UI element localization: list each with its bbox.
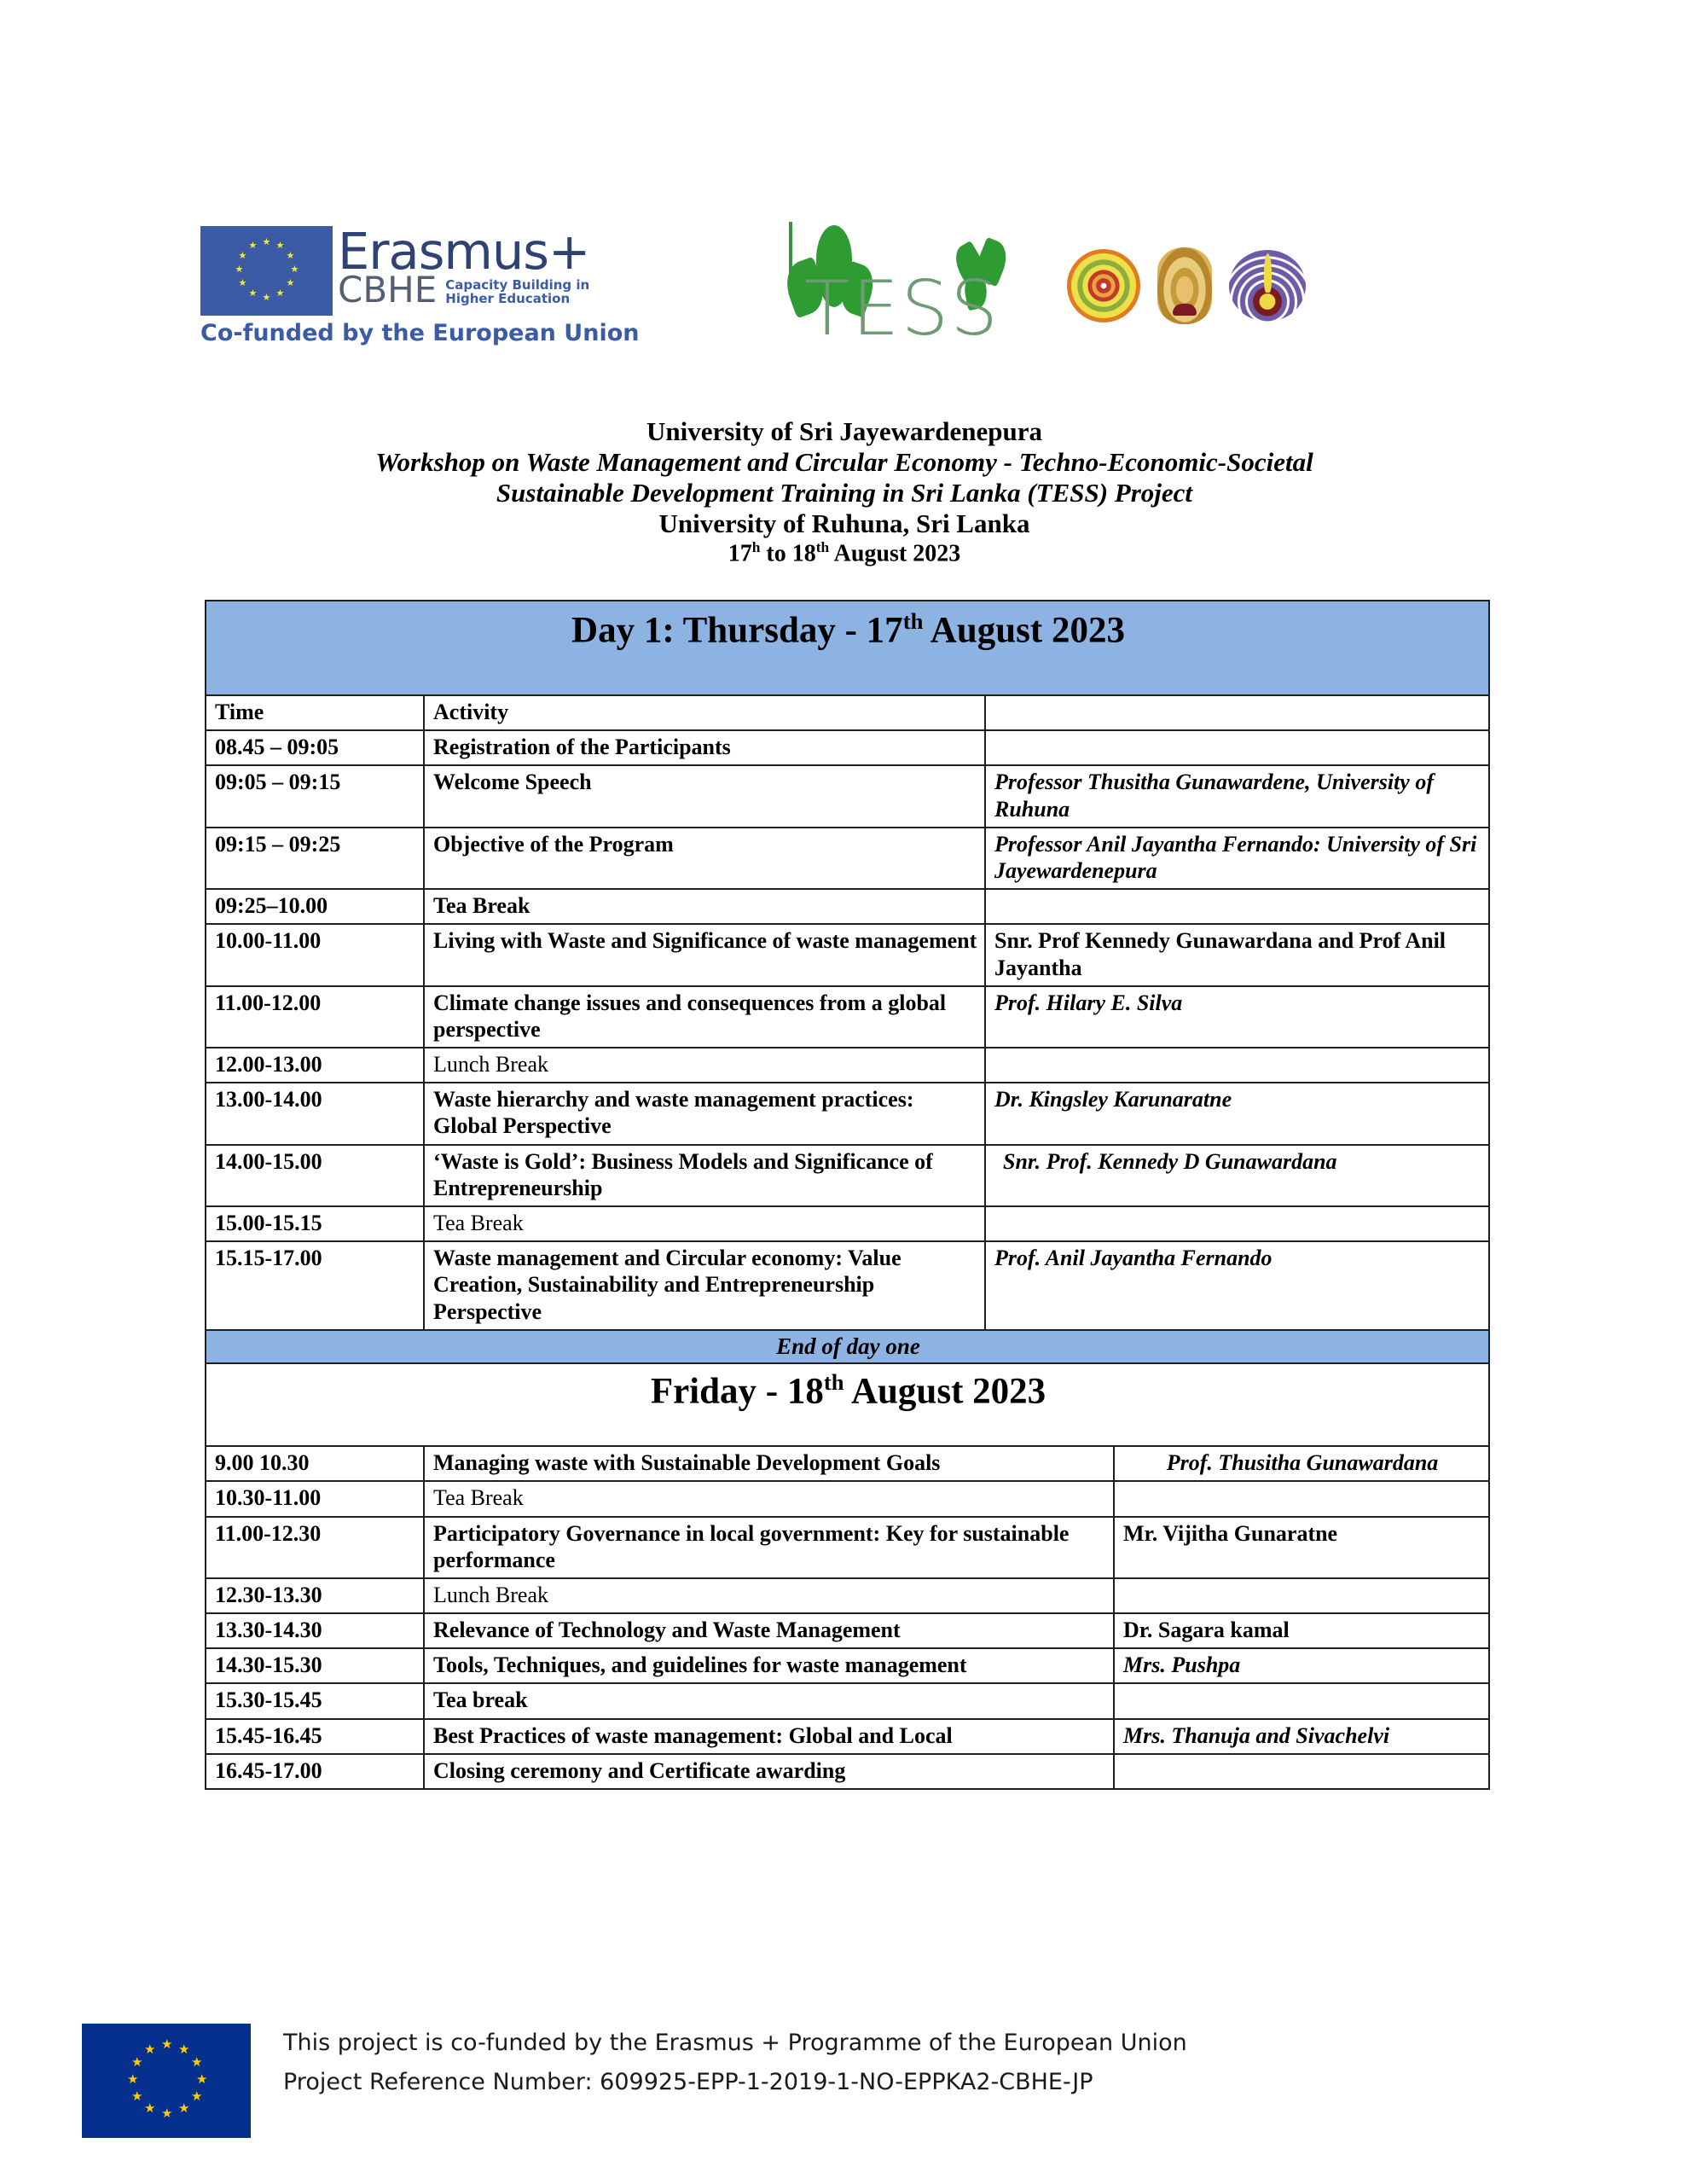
table-row (206, 1719, 1489, 1754)
erasmus-wordmark: Erasmus+ (338, 221, 590, 281)
cell-time: 08.45 – 09:05 (206, 730, 424, 765)
date-sup-1: h (751, 538, 761, 555)
cell-activity: Lunch Break (424, 1048, 985, 1083)
cell-activity: Participatory Governance in local government: Key for sustainable performance (424, 1517, 1114, 1578)
table-row (206, 1578, 1489, 1613)
table-row (206, 828, 1489, 889)
cell-activity: Tea break (424, 1683, 1114, 1718)
cell-activity: Managing waste with Sustainable Development Goals (424, 1446, 1114, 1481)
cell-time: 09:15 – 09:25 (206, 828, 424, 889)
cell-presenter: Prof. Thusitha Gunawardana (1114, 1446, 1489, 1481)
tess-project-logo (789, 222, 1045, 350)
table-row (206, 1754, 1489, 1789)
university-emblem-3 (1229, 250, 1306, 322)
cell-presenter: Dr. Kingsley Karunaratne (985, 1083, 1489, 1144)
cell-presenter: Mr. Vijitha Gunaratne (1114, 1517, 1489, 1578)
eu-flag-icon (82, 2024, 251, 2138)
day2-title-pre: Friday - 18 (650, 1371, 824, 1412)
table-row (206, 1446, 1489, 1481)
table-row (206, 889, 1489, 924)
table-row (206, 730, 1489, 765)
table-row (206, 1083, 1489, 1144)
co-funded-text: Co-funded by the European Union (200, 319, 640, 346)
cell-activity: Living with Waste and Significance of waste management (424, 924, 985, 985)
day1-title-pre: Day 1: Thursday - 17 (571, 610, 903, 651)
table-row (206, 1048, 1489, 1083)
page-title (200, 416, 1488, 568)
cell-presenter (1114, 1754, 1489, 1789)
cell-activity: Registration of the Participants (424, 730, 985, 765)
cbhe-subtitle-line1: Capacity Building in (445, 276, 590, 293)
column-header-activity: Activity (424, 695, 985, 730)
day1-title-post: August 2023 (923, 610, 1125, 651)
cell-activity: Best Practices of waste management: Global and Local (424, 1719, 1114, 1754)
cell-presenter: Mrs. Thanuja and Sivachelvi (1114, 1719, 1489, 1754)
eu-stars-circle: ★ ★ ★ ★ ★ ★ ★ ★ ★ ★ ★ ★ (235, 237, 299, 303)
cell-presenter: Mrs. Pushpa (1114, 1648, 1489, 1683)
cell-presenter: Snr. Prof Kennedy Gunawardana and Prof Anil Jayantha (985, 924, 1489, 985)
date-range-pre: 17 (728, 540, 752, 567)
cell-time: 11.00-12.00 (206, 986, 424, 1048)
footer-reference-line: Project Reference Number: 609925-EPP-1-2019-1-NO-EPPKA2-CBHE-JP (283, 2069, 1093, 2095)
table-row (206, 1145, 1489, 1206)
cell-time: 09:25–10.00 (206, 889, 424, 924)
cell-time: 12.00-13.00 (206, 1048, 424, 1083)
cell-activity: Relevance of Technology and Waste Management (424, 1613, 1114, 1648)
cell-time: 10.00-11.00 (206, 924, 424, 985)
cell-activity: Waste hierarchy and waste management practices: Global Perspective (424, 1083, 985, 1144)
cell-time: 15.15-17.00 (206, 1241, 424, 1330)
cell-presenter: Prof. Hilary E. Silva (985, 986, 1489, 1048)
cell-activity: Tea Break (424, 889, 985, 924)
table-row (206, 1481, 1489, 1516)
cell-presenter (1114, 1683, 1489, 1718)
cell-activity: Tea Break (424, 1206, 985, 1241)
cbhe-subtitle (445, 278, 589, 305)
footer-text-block (283, 2024, 1187, 2102)
cell-time: 11.00-12.30 (206, 1517, 424, 1578)
cbhe-wordmark: CBHE (338, 268, 438, 311)
table-row (206, 1648, 1489, 1683)
cell-presenter: Prof. Anil Jayantha Fernando (985, 1241, 1489, 1330)
cell-time: 15.45-16.45 (206, 1719, 424, 1754)
day2-body (206, 1446, 1489, 1789)
cell-presenter: Professor Anil Jayantha Fernando: University of Sri Jayewardenepura (985, 828, 1489, 889)
table-row (206, 765, 1489, 827)
cell-presenter (1114, 1578, 1489, 1613)
footer-funding-line: This project is co-funded by the Erasmus + Programme of the European Union (283, 2030, 1187, 2056)
date-sup-2: th (815, 538, 830, 555)
day2-header-row (206, 1363, 1489, 1446)
table-row (206, 1241, 1489, 1330)
cell-presenter (985, 1048, 1489, 1083)
date-range-post: August 2023 (829, 540, 961, 567)
cell-time: 10.30-11.00 (206, 1481, 424, 1516)
day1-header-row (206, 601, 1489, 695)
workshop-schedule-table (205, 600, 1490, 1447)
table-row (206, 1517, 1489, 1578)
title-line-project: Sustainable Development Training in Sri Lanka (TESS) Project (496, 477, 1193, 508)
cell-time: 14.00-15.00 (206, 1145, 424, 1206)
schedule-body (206, 601, 1489, 1446)
day2-title-post: August 2023 (844, 1371, 1046, 1412)
eu-flag-icon (200, 226, 333, 316)
cbhe-subtitle-line2: Higher Education (445, 290, 571, 306)
day2-schedule-table (205, 1445, 1490, 1790)
title-line-venue: University of Ruhuna, Sri Lanka (658, 508, 1030, 538)
cell-presenter: Dr. Sagara kamal (1114, 1613, 1489, 1648)
table-row (206, 924, 1489, 985)
column-header-presenter (985, 695, 1489, 730)
cell-time: 15.00-15.15 (206, 1206, 424, 1241)
cell-activity: Objective of the Program (424, 828, 985, 889)
title-line-university: University of Sri Jayewardenepura (646, 416, 1043, 446)
cell-presenter (985, 1206, 1489, 1241)
cell-presenter: Snr. Prof. Kennedy D Gunawardana (985, 1145, 1489, 1206)
cell-time: 9.00 10.30 (206, 1446, 424, 1481)
title-line-dates (200, 539, 1488, 568)
cell-time: 14.30-15.30 (206, 1648, 424, 1683)
cell-activity: Climate change issues and consequences from a global perspective (424, 986, 985, 1048)
table-row (206, 1613, 1489, 1648)
cell-presenter: Professor Thusitha Gunawardene, University of Ruhuna (985, 765, 1489, 827)
cell-time: 09:05 – 09:15 (206, 765, 424, 827)
title-line-workshop: Workshop on Waste Management and Circular Economy - Techno-Economic-Societal (375, 446, 1313, 477)
table-row (206, 1206, 1489, 1241)
day1-header-cell (206, 601, 1489, 695)
cell-activity: Lunch Break (424, 1578, 1114, 1613)
cell-time: 16.45-17.00 (206, 1754, 424, 1789)
cell-activity: Waste management and Circular economy: Value Creation, Sustainability and Entrepreneurship Perspective (424, 1241, 985, 1330)
cell-activity: ‘Waste is Gold’: Business Models and Significance of Entrepreneurship (424, 1145, 985, 1206)
page-footer (82, 2024, 1532, 2138)
flame-icon (1264, 253, 1272, 293)
cell-activity: Tea Break (424, 1481, 1114, 1516)
cell-time: 13.00-14.00 (206, 1083, 424, 1144)
cell-time: 12.30-13.30 (206, 1578, 424, 1613)
cell-time: 15.30-15.45 (206, 1683, 424, 1718)
university-emblems (1067, 247, 1306, 324)
university-emblem-2 (1157, 247, 1212, 324)
cell-activity: Tools, Techniques, and guidelines for waste management (424, 1648, 1114, 1683)
cell-presenter (985, 889, 1489, 924)
cell-activity: Closing ceremony and Certificate awarding (424, 1754, 1114, 1789)
eu-stars-circle: ★ ★ ★ ★ ★ ★ ★ ★ ★ ★ ★ ★ (127, 2038, 208, 2121)
date-range-mid: to 18 (760, 540, 816, 567)
table-row (206, 1683, 1489, 1718)
day2-title-sup: th (823, 1369, 844, 1396)
table-row (206, 986, 1489, 1048)
cell-time: 13.30-14.30 (206, 1613, 424, 1648)
university-emblem-1 (1067, 249, 1140, 322)
end-of-day-one-row (206, 1330, 1489, 1363)
header-logo-band (200, 205, 1488, 367)
cell-activity: Welcome Speech (424, 765, 985, 827)
end-of-day-one-label: End of day one (206, 1330, 1489, 1363)
cell-presenter (985, 730, 1489, 765)
day1-column-header-row (206, 695, 1489, 730)
cell-presenter (1114, 1481, 1489, 1516)
column-header-time: Time (206, 695, 424, 730)
tess-wordmark: TESS (804, 264, 1000, 352)
day1-title-sup: th (902, 608, 924, 634)
day2-header-cell (206, 1363, 1489, 1446)
erasmus-plus-cbhe-logo (200, 221, 797, 346)
